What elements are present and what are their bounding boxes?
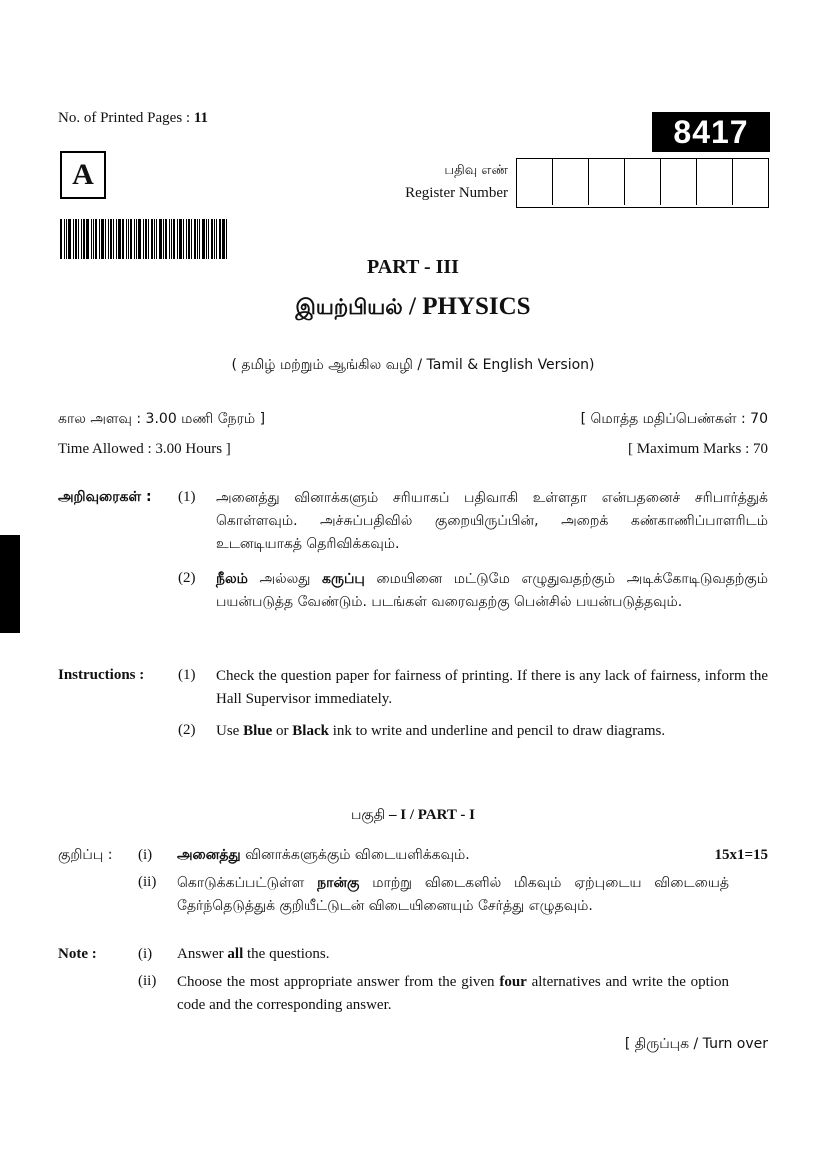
note-ta-pre: கொடுக்கப்பட்டுள்ள xyxy=(177,875,318,891)
part-title: PART - III xyxy=(367,256,459,278)
subject-title xyxy=(0,293,826,322)
note-en-pre: Choose the most appropriate answer from the given xyxy=(177,974,500,990)
barcode-bar xyxy=(208,219,209,259)
barcode-bar xyxy=(105,219,106,259)
barcode-bar xyxy=(86,219,89,259)
black-en: Black xyxy=(292,723,329,739)
barcode-bar xyxy=(122,219,124,259)
barcode-bar xyxy=(91,219,92,259)
barcode-bar xyxy=(99,219,100,259)
register-digit-box[interactable] xyxy=(517,159,553,205)
note-ta-label: குறிப்பு : xyxy=(58,847,113,863)
printed-pages-value: 11 xyxy=(193,110,209,126)
barcode-bar xyxy=(199,219,200,259)
blue-ta: நீலம் xyxy=(216,571,248,587)
subject-separator: / xyxy=(402,293,423,320)
barcode-bar xyxy=(169,219,170,259)
printed-pages-label: No. of Printed Pages : xyxy=(58,110,191,126)
series-letter: A xyxy=(60,151,106,199)
time-ta: கால அளவு : 3.00 மணி நேரம் ] xyxy=(58,411,266,427)
barcode-bar xyxy=(108,219,109,259)
instruction-ta-num: (1) xyxy=(178,489,196,505)
register-digit-box[interactable] xyxy=(625,159,661,205)
barcode-bar xyxy=(159,219,162,259)
register-digit-box[interactable] xyxy=(661,159,697,205)
barcode-bar xyxy=(211,219,213,259)
barcode-bar xyxy=(171,219,172,259)
barcode-bar xyxy=(118,219,121,259)
barcode-bar xyxy=(113,219,114,259)
instruction-en-text xyxy=(216,720,768,743)
section-heading xyxy=(0,807,826,825)
marks-ta: [ மொத்த மதிப்பெண்கள் : 70 xyxy=(580,411,768,427)
barcode-bar xyxy=(126,219,127,259)
barcode-bar xyxy=(179,219,182,259)
barcode-bar xyxy=(138,219,141,259)
barcode-bar xyxy=(177,219,178,259)
barcode xyxy=(60,219,268,259)
blue-en: Blue xyxy=(243,723,273,739)
time-en: Time Allowed : 3.00 Hours ] xyxy=(58,441,231,457)
register-digit-box[interactable] xyxy=(697,159,733,205)
note-en-text xyxy=(177,971,729,1017)
barcode-bar xyxy=(136,219,137,259)
instruction-en-num: (2) xyxy=(178,722,196,738)
four-ta: நான்கு xyxy=(317,875,360,891)
note-ta-text xyxy=(177,872,729,918)
barcode-bar xyxy=(95,219,97,259)
note-en-rest: alternatives and write the option code and the corresponding answer. xyxy=(177,974,729,1013)
register-digit-box[interactable] xyxy=(589,159,625,205)
note-en-num: (ii) xyxy=(138,973,157,989)
register-label-ta: பதிவு எண் xyxy=(444,163,508,178)
barcode-bar xyxy=(60,219,62,259)
note-en-rest: the questions. xyxy=(243,946,330,962)
barcode-bar xyxy=(154,219,155,259)
barcode-bar xyxy=(186,219,187,259)
barcode-bar xyxy=(148,219,149,259)
barcode-bar xyxy=(163,219,164,259)
instruction-en-text: Check the question paper for fairness of printing. If there is any lack of fairness, inform the Hall Supervisor immediately. xyxy=(216,668,768,707)
barcode-bar xyxy=(183,219,184,259)
instructions-en-label: Instructions : xyxy=(58,667,145,683)
barcode-bar xyxy=(73,219,74,259)
barcode-bar xyxy=(68,219,71,259)
barcode-bar xyxy=(101,219,104,259)
section-heading-en: – I / PART - I xyxy=(385,807,475,823)
register-digit-box[interactable] xyxy=(553,159,589,205)
instruction-ta-text: அனைத்து வினாக்களும் சரியாகப் பதிவாகி உள்ளதா என்பதனைச் சரிபார்த்துக் கொள்ளவும். அச்சுப்பதிவில் குறையிருப்பின், அறைக் கண்காணிப்பாளரிடம் உடனடியாகத் தெரிவிக்கவும். xyxy=(216,490,768,552)
instruction-en-rest: ink to write and underline and pencil to draw diagrams. xyxy=(328,723,666,739)
register-number-grid[interactable] xyxy=(516,158,769,208)
barcode-bar xyxy=(191,219,192,259)
barcode-bar xyxy=(66,219,67,259)
instruction-ta-text xyxy=(216,568,768,614)
barcode-bar xyxy=(206,219,207,259)
note-ta-text xyxy=(177,847,470,865)
barcode-bar xyxy=(156,219,157,259)
turn-over xyxy=(625,1036,768,1054)
section-marks: 15x1=15 xyxy=(714,847,768,863)
section-heading-ta: பகுதி xyxy=(350,807,386,823)
barcode-bar xyxy=(226,219,227,259)
barcode-bar xyxy=(219,219,221,259)
instruction-ta-num: (2) xyxy=(178,570,196,586)
printed-pages-line xyxy=(58,110,208,127)
barcode-bar xyxy=(145,219,147,259)
turn-over-text: [ திருப்புக / Turn over xyxy=(624,1036,768,1052)
barcode-bar xyxy=(81,219,82,259)
barcode-bar xyxy=(202,219,205,259)
note-ta-num: (i) xyxy=(138,847,153,863)
side-marker xyxy=(0,535,20,633)
all-en: all xyxy=(227,946,244,962)
barcode-bar xyxy=(116,219,117,259)
all-ta: அனைத்து xyxy=(177,847,241,863)
paper-code: 8417 xyxy=(652,112,770,152)
barcode-bar xyxy=(222,219,225,259)
subject-en: PHYSICS xyxy=(422,293,531,320)
barcode-bar xyxy=(64,219,65,259)
barcode-bar xyxy=(165,219,167,259)
note-en-label: Note : xyxy=(58,946,97,962)
barcode-bar xyxy=(110,219,112,259)
note-ta-rest: வினாக்களுக்கும் விடையளிக்கவும். xyxy=(240,847,470,863)
barcode-bar xyxy=(134,219,135,259)
barcode-bar xyxy=(130,219,132,259)
barcode-bar xyxy=(173,219,175,259)
barcode-bar xyxy=(151,219,153,259)
barcode-bar xyxy=(143,219,144,259)
register-label xyxy=(405,160,508,204)
barcode-bar xyxy=(83,219,85,259)
marks-en: [ Maximum Marks : 70 xyxy=(628,441,768,457)
black-ta: கருப்பு xyxy=(322,571,365,587)
barcode-bar xyxy=(75,219,77,259)
register-label-en: Register Number xyxy=(405,185,508,201)
version-text: ( தமிழ் மற்றும் ஆங்கில வழி / Tamil & English Version) xyxy=(231,357,595,373)
barcode-bar xyxy=(216,219,217,259)
version-line xyxy=(0,357,826,375)
instruction-ta-rest: மையினை மட்டுமே எழுதுவதற்கும் அடிக்கோடிடுவதற்கும் பயன்படுத்த வேண்டும். படங்கள் வரைவதற்கு பென்சில் பயன்படுத்தவும். xyxy=(216,571,768,610)
note-ta-num: (ii) xyxy=(138,874,157,890)
barcode-bar xyxy=(78,219,79,259)
instruction-en-num: (1) xyxy=(178,667,196,683)
note-en-pre: Answer xyxy=(177,946,228,962)
note-en-text xyxy=(177,946,330,963)
use-text: Use xyxy=(216,723,244,739)
barcode-bar xyxy=(128,219,129,259)
barcode-bar xyxy=(93,219,94,259)
register-digit-box[interactable] xyxy=(733,159,768,205)
barcode-bar xyxy=(197,219,198,259)
barcode-bar xyxy=(188,219,190,259)
barcode-bar xyxy=(214,219,215,259)
note-en-num: (i) xyxy=(138,946,153,962)
barcode-bar xyxy=(194,219,196,259)
four-en: four xyxy=(499,974,527,990)
subject-ta: இயற்பியல் xyxy=(295,295,403,319)
or-ta: அல்லது xyxy=(247,571,323,587)
instructions-ta-label: அறிவுரைகள் : xyxy=(58,489,152,505)
note-ta-rest: மாற்று விடைகளில் மிகவும் ஏற்புடைய விடையைத் தேர்ந்தெடுத்துக் குறியீட்டுடன் விடையினையும் சேர்த்து எழுதவும். xyxy=(177,875,729,914)
or-en: or xyxy=(272,723,293,739)
